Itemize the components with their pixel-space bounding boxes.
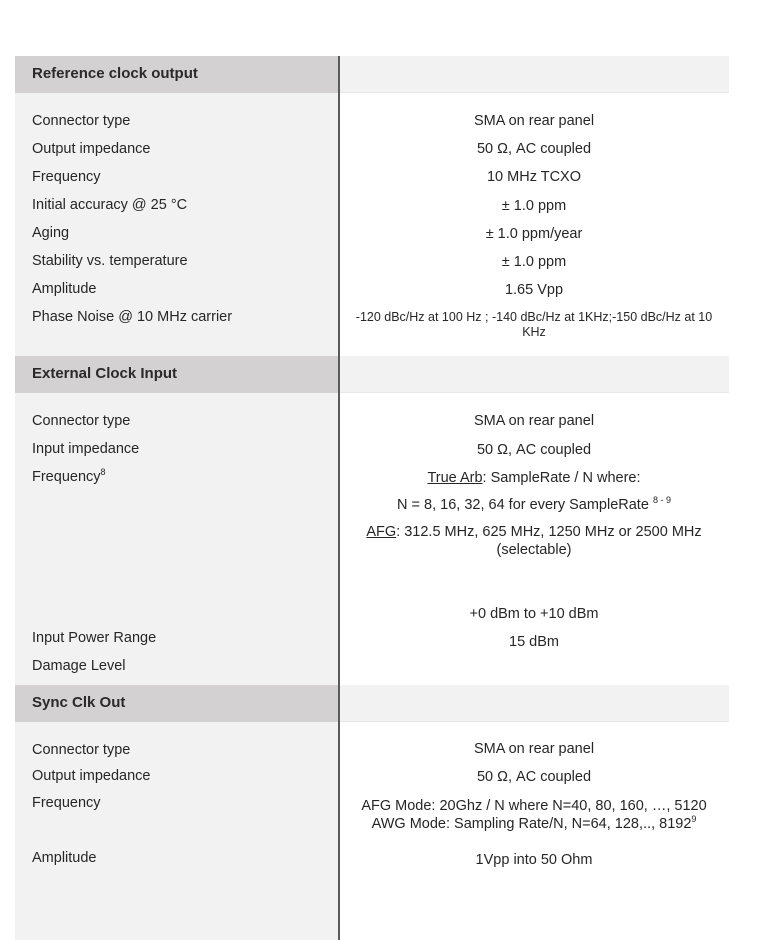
footnote-ref: 8 — [100, 467, 106, 478]
section-title-reference-clock-output: Reference clock output — [32, 65, 198, 82]
row-value: ± 1.0 ppm — [501, 254, 567, 270]
row-value-line2 — [342, 815, 726, 833]
row-label: Amplitude — [32, 281, 97, 297]
row-label: Connector type — [32, 742, 131, 758]
label-text: Frequency — [32, 469, 101, 485]
section-title-external-clock-input: External Clock Input — [32, 365, 178, 382]
row-label: Output impedance — [32, 768, 151, 784]
section-header-value-band — [340, 356, 729, 393]
row-label: Input Power Range — [32, 630, 157, 646]
power-range-value: +0 dBm to +10 dBm — [469, 606, 599, 622]
column-divider — [338, 56, 340, 940]
true-arb-line — [342, 469, 726, 487]
row-label: Initial accuracy @ 25 °C — [32, 197, 188, 213]
row-value: SMA on rear panel — [473, 113, 595, 129]
footnote-ref: 9 — [691, 814, 697, 825]
row-label: Input impedance — [32, 441, 140, 457]
afg-text: : 312.5 MHz, 625 MHz, 1250 MHz or 2500 MHz (selectable) — [396, 524, 702, 558]
row-value: ± 1.0 ppm/year — [485, 226, 583, 242]
row-value: SMA on rear panel — [473, 413, 595, 429]
row-value: SMA on rear panel — [473, 741, 595, 757]
row-label-frequency — [32, 468, 106, 486]
row-label: Output impedance — [32, 141, 151, 157]
row-label: Frequency — [32, 795, 101, 811]
row-value: ± 1.0 ppm — [501, 198, 567, 214]
section-title-sync-clk-out: Sync Clk Out — [32, 694, 126, 711]
row-label: Frequency — [32, 169, 101, 185]
awg-mode-text: AWG Mode: Sampling Rate/N, N=64, 128,.., 8192 — [371, 816, 692, 832]
row-value: 10 MHz TCXO — [486, 169, 581, 185]
row-label: Stability vs. temperature — [32, 253, 188, 269]
row-label: Amplitude — [32, 850, 97, 866]
n-values-line — [342, 496, 726, 514]
row-value: 50 Ω, AC coupled — [476, 141, 592, 157]
footnote-ref: 8 - 9 — [652, 495, 671, 506]
n-values-text: N = 8, 16, 32, 64 for every SampleRate — [397, 497, 649, 513]
row-value: 50 Ω, AC coupled — [476, 769, 592, 785]
row-label: Connector type — [32, 413, 131, 429]
true-arb-label: True Arb — [427, 470, 483, 486]
section-header-value-band — [340, 685, 729, 722]
row-label: Connector type — [32, 113, 131, 129]
row-value: 1Vpp into 50 Ohm — [475, 852, 593, 868]
afg-label: AFG — [366, 524, 397, 540]
row-value-phase-noise: -120 dBc/Hz at 100 Hz ; -140 dBc/Hz at 1KHz;-150 dBc/Hz at 10 KHz — [355, 310, 713, 339]
row-value: 15 dBm — [509, 634, 559, 650]
section-header-value-band — [340, 56, 729, 93]
afg-line — [352, 523, 716, 559]
row-label: Damage Level — [32, 658, 126, 674]
true-arb-text: : SampleRate / N where: — [482, 470, 641, 486]
row-label: Aging — [32, 225, 70, 241]
row-value: 50 Ω, AC coupled — [476, 442, 592, 458]
row-label: Phase Noise @ 10 MHz carrier — [32, 309, 233, 325]
row-value: 1.65 Vpp — [504, 282, 564, 298]
row-value: AFG Mode: 20Ghz / N where N=40, 80, 160, …, 5120 — [361, 798, 707, 814]
